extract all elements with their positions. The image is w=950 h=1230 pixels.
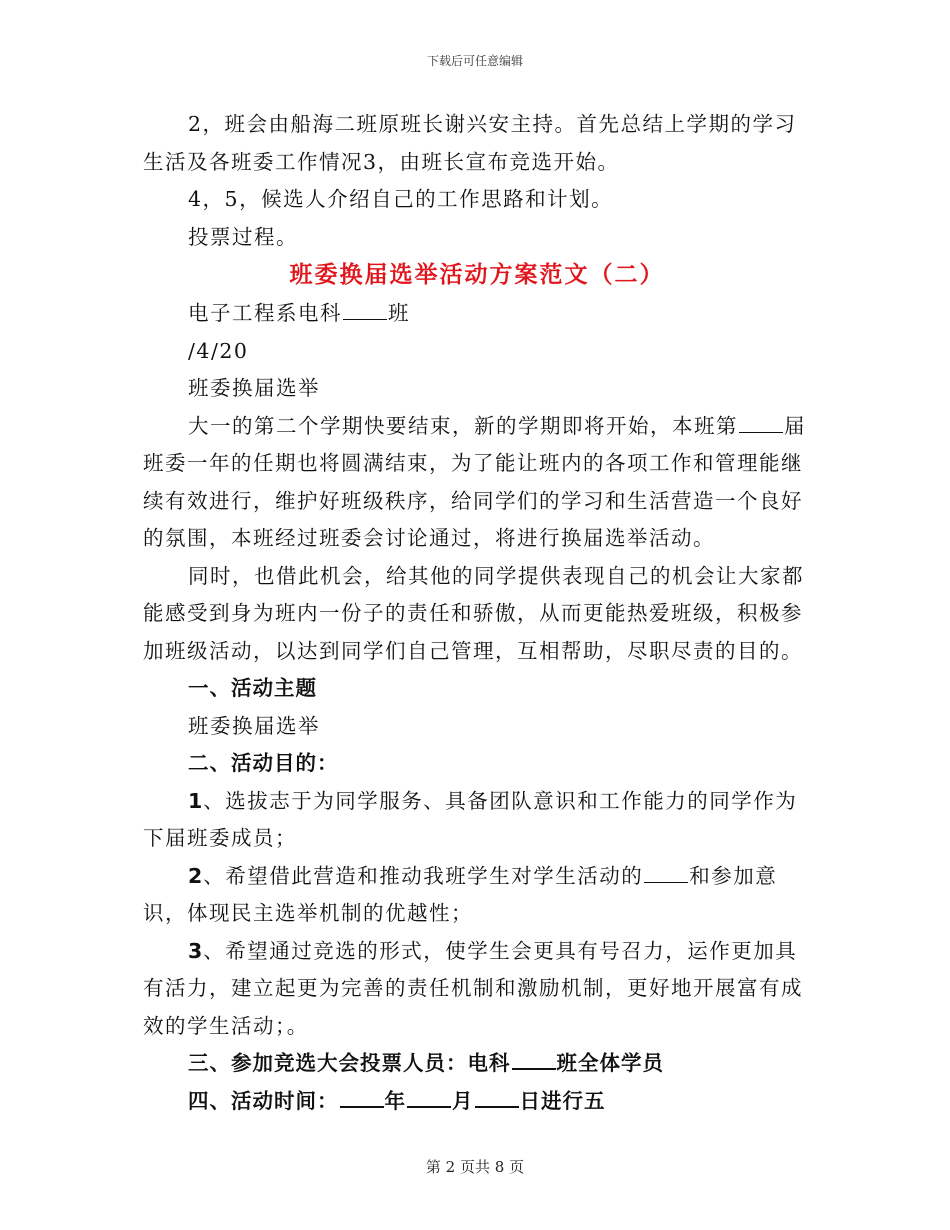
paragraph-host: 2，班会由船海二班原班长谢兴安主持。首先总结上学期的学习生活及各班委工作情况3，由班长宣布竞选开始。 xyxy=(143,112,797,174)
item-text-a: 、希望借此营造和推动我班学生对学生活动的 xyxy=(203,863,644,888)
blank-year xyxy=(340,1088,384,1108)
day-label: 日进行五 xyxy=(519,1088,606,1113)
page-footer: 第 2 页共 8 页 xyxy=(425,1158,525,1176)
paragraph-voting: 投票过程。 xyxy=(188,224,298,249)
section-heading-theme: 一、活动主题 xyxy=(188,676,317,700)
document-body xyxy=(143,106,811,1120)
page-header: 下载后可任意编辑 xyxy=(426,54,523,68)
blank-field xyxy=(512,1050,556,1070)
intro-paragraph-1 xyxy=(143,408,811,558)
date-line: /4/20 xyxy=(188,338,249,363)
time-label: 四、活动时间： xyxy=(188,1088,339,1113)
purpose-item-3 xyxy=(143,933,811,1046)
voters-text-b: 班全体学员 xyxy=(556,1051,664,1075)
department-suffix: 班 xyxy=(388,301,410,325)
paragraph-candidates: 4，5，候选人介绍自己的工作思路和计划。 xyxy=(188,187,614,211)
purpose-item-1 xyxy=(143,783,811,858)
blank-field xyxy=(343,301,387,320)
intro-paragraph-2: 同时，也借此机会，给其他的同学提供表现自己的机会让大家都能感受到身为班内一份子的责任和骄傲，从而更能热爱班级，积极参加班级活动，以达到同学们自己管理，互相帮助，尽职尽责的目的。 xyxy=(143,563,804,663)
section-body-theme: 班委换届选举 xyxy=(188,713,320,738)
blank-field xyxy=(739,414,783,433)
intro-text-a: 大一的第二个学期快要结束，新的学期即将开始，本班第 xyxy=(188,413,738,438)
department-text: 电子工程系电科 xyxy=(188,301,342,325)
blank-day xyxy=(475,1088,519,1108)
blank-field xyxy=(644,864,688,883)
item-number: 3 xyxy=(188,938,204,963)
item-number: 2 xyxy=(188,863,204,888)
section-heading-time xyxy=(143,1083,811,1121)
document-title: 班委换届选举活动方案范文（二） xyxy=(289,262,665,288)
item-text: 、希望通过竞选的形式，使学生会更具有号召力，运作更加具有活力，建立起更为完善的责任机制和激励机制，更好地开展富有成效的学生活动；。 xyxy=(143,938,803,1038)
purpose-item-2 xyxy=(143,858,811,933)
section-heading-purpose: 二、活动目的： xyxy=(188,751,339,775)
year-label: 年 xyxy=(384,1088,406,1113)
section-heading-voters xyxy=(143,1045,811,1083)
item-number: 1 xyxy=(188,788,204,813)
blank-month xyxy=(407,1088,451,1108)
department-line xyxy=(143,295,811,333)
voters-text-a: 三、参加竞选大会投票人员：电科 xyxy=(188,1051,511,1075)
item-text-b: 和参加意识，体现民主选举机制的优越性； xyxy=(143,863,778,925)
subject-line: 班委换届选举 xyxy=(188,376,320,400)
intro-text-b: 届班委一年的任期也将圆满结束，为了能让班内的各项工作和管理能继续有效进行，维护好班级秩序，给同学们的学习和生活营造一个良好的氛围，本班经过班委会讨论通过，将进行换届选举活动。 xyxy=(143,413,806,550)
item-text: 、选拔志于为同学服务、具备团队意识和工作能力的同学作为下届班委成员； xyxy=(143,788,798,850)
month-label: 月 xyxy=(452,1088,474,1113)
